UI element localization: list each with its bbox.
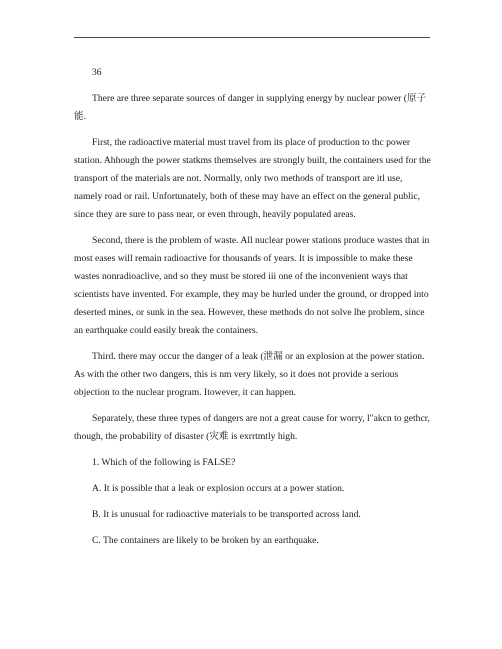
paragraph-transport: First, the radioactive material must travel from its place of production to thc power station. Ahhough the power statkms themselves are strongly built, the containers used for the transport of the materials are not. Normally, only two methods of transport are itl use, namely road or rail. Unfortunately, both of these may have an effect on the general public, since they are sure to pass near, or even through, heavily populated areas. [74,137,431,220]
paragraph-intro: There are three separate sources of danger in supplying energy by nuclear power (原子能. [74,93,427,122]
document-body [74,64,432,558]
page-number: 36 [92,67,102,78]
paragraph-leak: Third. there may occur the danger of a leak (泄漏 or an explosion at the power station. As with the other two dangers, this is nm very likely, so it does not provide a serious objection to the nuclear program. Itowever, it can happen. [74,351,425,398]
paragraph-summary: Separately, these three types of dangers are not a great cause for worry, l"akcn to gethcr, though, the probability of disaster (灾难 is exrrtmtly high. [74,413,430,442]
question-1: 1. Which of the following is FALSE? [92,457,236,468]
option-b: B. It is unusual for radioactive materials to be transported across land. [92,509,361,520]
option-c: C. The containers are likely to be broken by an earthquake. [92,535,319,546]
header-rule [74,37,430,38]
option-a: A. It is possible that a leak or explosion occurs at a power station. [92,483,345,494]
paragraph-waste: Second, there is the problem of waste. All nuclear power stations produce wastes that in most eases will remain radioactive for thousands of years. It is impossible to make these wastes nonradioaclive, and so they must be stored iii one of the inconvenient ways that scientists have invented. For example, they may be hurled under the ground, or dropped into deserted mines, or sunk in the sea. However, these methods do not solve lhe problem, since an earthquake could easily break the containers. [74,235,430,336]
